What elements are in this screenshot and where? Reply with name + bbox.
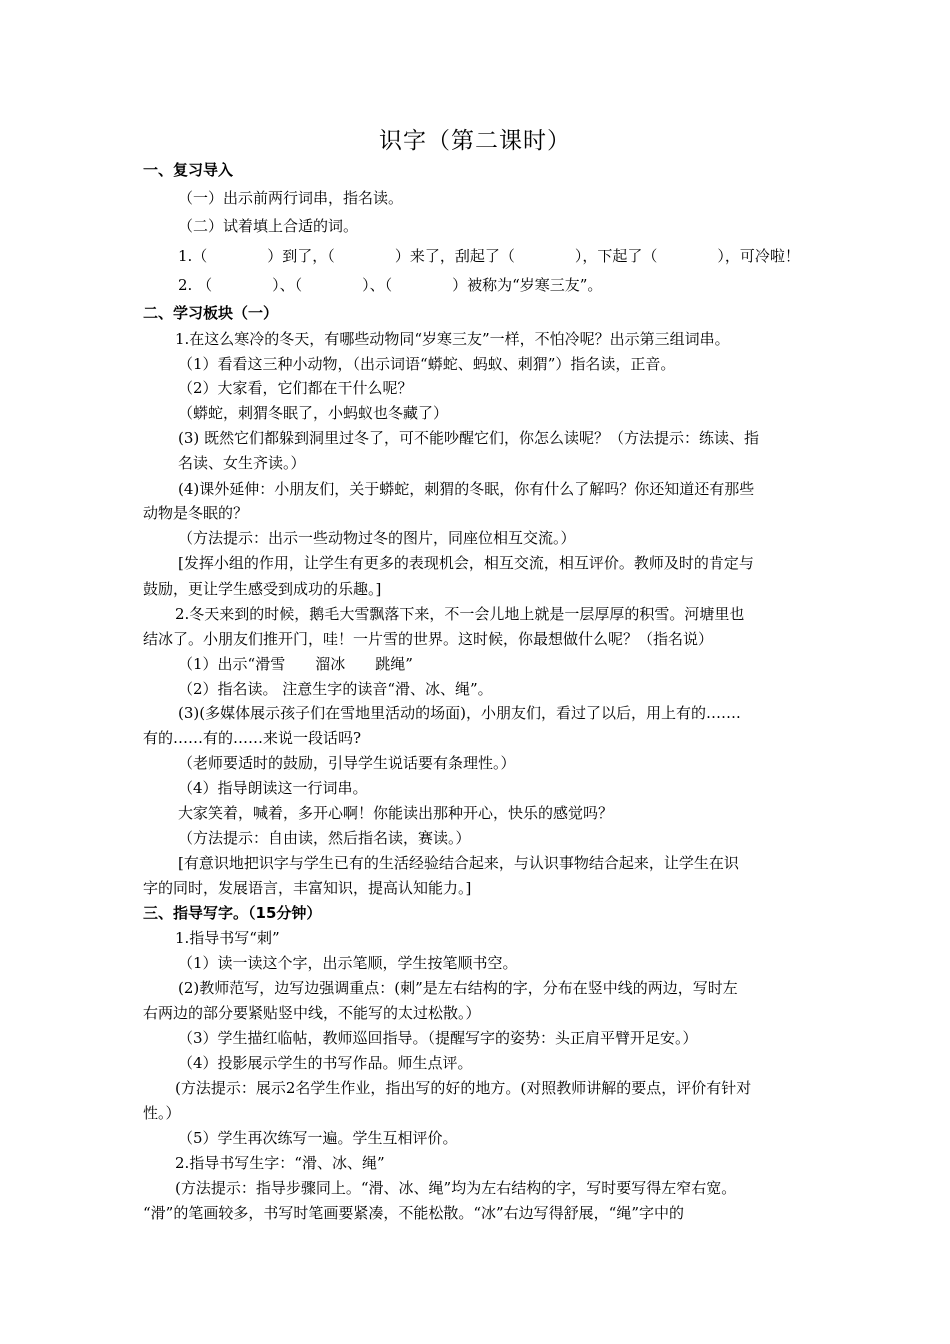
paragraph-line: 字的同时，发展语言，丰富知识，提高认知能力。] bbox=[143, 879, 472, 897]
fill-in-blank-line: 2. （ ）、（ ）、（ ）被称为“岁寒三友”。 bbox=[178, 276, 603, 294]
fill-in-blank-line: 1.（ ）到了，（ ）来了，刮起了（ ），下起了（ ），可冷啦！ bbox=[178, 247, 800, 265]
paragraph-line: (方法提示：展示2名学生作业，指出写的好的地方。(对照教师讲解的要点，评价有针对 bbox=[175, 1079, 752, 1097]
paragraph-line: （方法提示：出示一些动物过冬的图片，同座位相互交流。） bbox=[178, 529, 576, 547]
paragraph-line: （二）试着填上合适的词。 bbox=[178, 217, 359, 235]
paragraph-line: （2）大家看，它们都在干什么呢？ bbox=[178, 379, 413, 397]
paragraph-line: 1.指导书写“刺” bbox=[175, 929, 280, 947]
paragraph-line: 结冰了。小朋友们推开门，哇！一片雪的世界。这时候，你最想做什么呢？（指名说） bbox=[143, 630, 714, 648]
paragraph-line: 2.冬天来到的时候，鹅毛大雪飘落下来，不一会儿地上就是一层厚厚的积雪。河塘里也 bbox=[175, 605, 745, 623]
paragraph-line: 有的……有的……来说一段话吗? bbox=[143, 729, 362, 747]
paragraph-line: （4）投影展示学生的书写作品。师生点评。 bbox=[178, 1054, 473, 1072]
paragraph-line: “滑”的笔画较多，书写时笔画要紧凑，不能松散。“冰”右边写得舒展，“绳”字中的 bbox=[143, 1204, 685, 1222]
section-heading-review: 一、复习导入 bbox=[143, 161, 234, 179]
paragraph-line: (4)课外延伸：小朋友们，关于蟒蛇，刺猬的冬眠，你有什么了解吗？你还知道还有那些 bbox=[178, 480, 755, 498]
paragraph-line: (3) 既然它们都躲到洞里过冬了，可不能吵醒它们，你怎么读呢？（方法提示：练读、指 bbox=[178, 429, 760, 447]
paragraph-line: 大家笑着，喊着，多开心啊！你能读出那种开心，快乐的感觉吗？ bbox=[178, 804, 614, 822]
paragraph-line: （一）出示前两行词串，指名读。 bbox=[178, 189, 404, 207]
paragraph-line: (方法提示：指导步骤同上。“滑、冰、绳”均为左右结构的字，写时要写得左窄右宽。 bbox=[175, 1179, 737, 1197]
paragraph-line: 名读、女生齐读。） bbox=[178, 454, 306, 472]
paragraph-line: （老师要适时的鼓励，引导学生说话要有条理性。） bbox=[178, 754, 516, 772]
paragraph-line: 右两边的部分要紧贴竖中线，不能写的太过松散。） bbox=[143, 1004, 481, 1022]
section-heading-learning: 二、学习板块（一） bbox=[143, 304, 279, 322]
paragraph-line: 1.在这么寒冷的冬天，有哪些动物同“岁寒三友”一样，不怕冷呢？出示第三组词串。 bbox=[175, 330, 730, 348]
paragraph-line: （1）出示“滑雪 溜冰 跳绳” bbox=[178, 655, 413, 673]
paragraph-line: （蟒蛇，刺猬冬眠了，小蚂蚁也冬藏了） bbox=[178, 404, 449, 422]
section-heading-writing: 三、指导写字。（15分钟） bbox=[143, 904, 322, 922]
paragraph-line: [发挥小组的作用，让学生有更多的表现机会，相互交流，相互评价。教师及时的肯定与 bbox=[178, 554, 754, 572]
paragraph-line: （5）学生再次练写一遍。学生互相评价。 bbox=[178, 1129, 458, 1147]
paragraph-line: (2)教师范写，边写边强调重点：(刺”是左右结构的字，分布在竖中线的两边，写时左 bbox=[178, 979, 738, 997]
paragraph-line: （1）看看这三种小动物，（出示词语“蟒蛇、蚂蚁、刺猬”）指名读，正音。 bbox=[178, 355, 676, 373]
paragraph-line: 性。） bbox=[143, 1104, 181, 1122]
paragraph-line: 2.指导书写生字：“滑、冰、绳” bbox=[175, 1154, 385, 1172]
paragraph-line: （2）指名读。 注意生字的读音“滑、冰、绳”。 bbox=[178, 680, 493, 698]
paragraph-line: 动物是冬眠的？ bbox=[143, 504, 249, 522]
page-title: 识字（第二课时） bbox=[379, 128, 571, 154]
paragraph-line: 鼓励，更让学生感受到成功的乐趣。] bbox=[143, 580, 382, 598]
paragraph-line: （3）学生描红临帖，教师巡回指导。（提醒写字的姿势：头正肩平臂开足安。） bbox=[178, 1029, 698, 1047]
paragraph-line: [有意识地把识字与学生已有的生活经验结合起来，与认识事物结合起来，让学生在识 bbox=[178, 854, 739, 872]
paragraph-line: (3)(多媒体展示孩子们在雪地里活动的场面)，小朋友们，看过了以后，用上有的……. bbox=[178, 704, 741, 722]
paragraph-line: （方法提示：自由读，然后指名读，赛读。） bbox=[178, 829, 471, 847]
paragraph-line: （4）指导朗读这一行词串。 bbox=[178, 779, 368, 797]
paragraph-line: （1）读一读这个字，出示笔顺，学生按笔顺书空。 bbox=[178, 954, 518, 972]
